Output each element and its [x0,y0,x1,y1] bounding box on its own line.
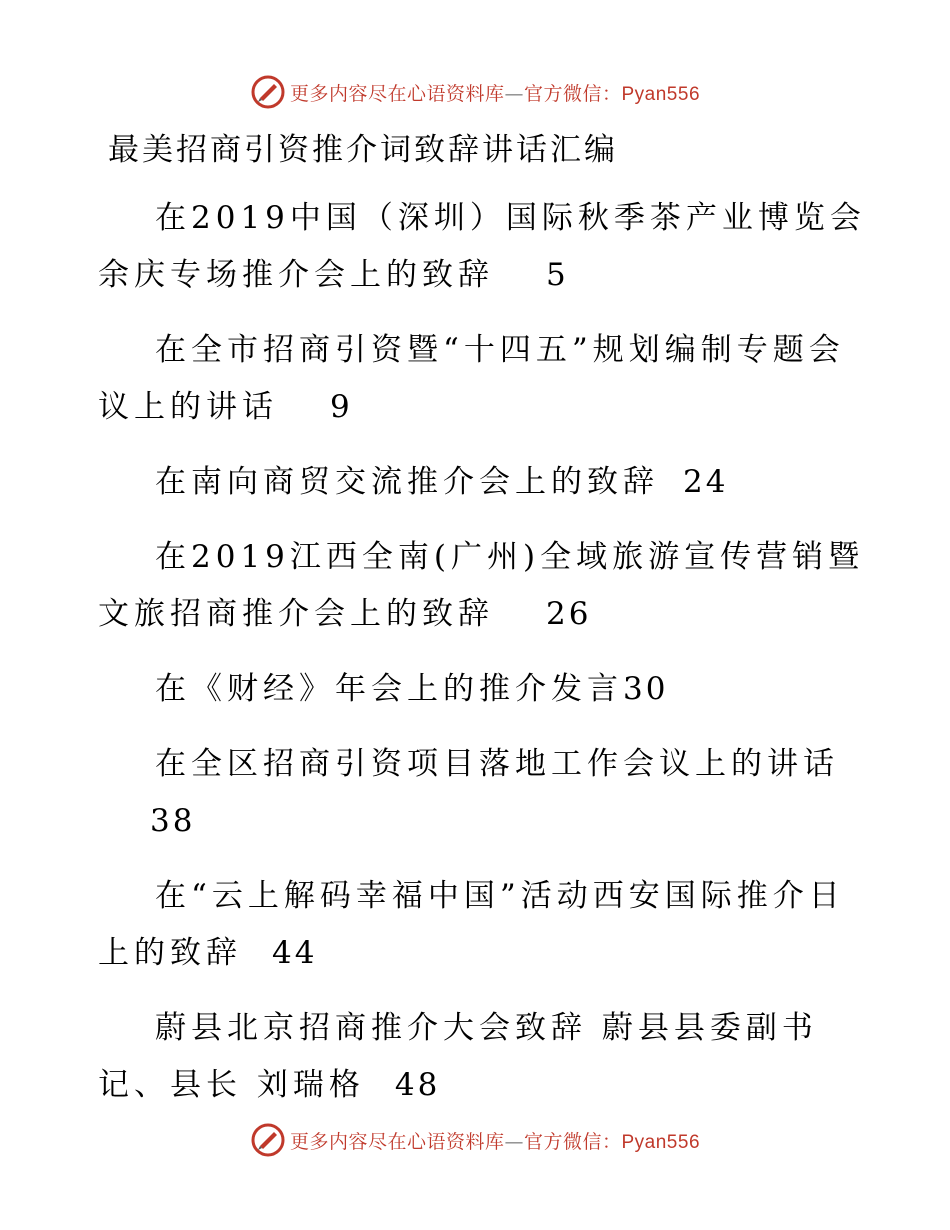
header-banner [0,70,950,114]
toc-entry-title: 在《财经》年会上的推介发言 [155,671,623,707]
toc-entry[interactable] [98,868,868,982]
toc-entry-title: 在“云上解码幸福中国”活动西安国际推介日上的致辞 [98,878,845,971]
toc-entry[interactable] [98,454,868,511]
banner-text: 更多内容尽在心语资料库—官方微信：Pyan556 [289,1130,701,1153]
toc-entry[interactable] [98,322,868,436]
toc-entry-title: 在全区招商引资项目落地工作会议上的讲话 [155,746,839,782]
toc-entry-title: 在全市招商引资暨“十四五”规划编制专题会议上的讲话 [98,332,845,425]
toc-entry-title: 在2019江西全南(广州)全域旅游宣传营销暨文旅招商推介会上的致辞 [98,539,865,632]
logo-icon [250,74,286,110]
toc-entry-page: 38 [150,803,196,839]
toc-entry-page: 30 [623,671,669,707]
toc-entry-title: 在南向商贸交流推介会上的致辞 [155,464,659,500]
toc-entry-page: 9 [330,389,353,425]
toc-entry-page: 44 [272,935,318,971]
toc-entry[interactable] [98,529,868,643]
toc-entry-title: 蔚县北京招商推介大会致辞 蔚县县委副书记、县长 刘瑞格 [98,1010,818,1103]
toc-entry[interactable] [98,1000,868,1114]
toc-entry-page: 24 [683,464,729,500]
table-of-contents [98,190,868,1132]
toc-entry-page: 26 [546,596,592,632]
toc-entry[interactable] [98,661,868,718]
footer-banner [0,1118,950,1162]
toc-entry[interactable] [98,736,868,850]
logo-icon [250,1122,286,1158]
toc-entry-page: 5 [546,257,569,293]
toc-entry-page: 48 [394,1067,441,1103]
toc-entry-title: 在2019中国（深圳）国际秋季茶产业博览会余庆专场推介会上的致辞 [98,200,866,293]
document-title: 最美招商引资推介词致辞讲话汇编 [108,132,618,168]
banner-text: 更多内容尽在心语资料库—官方微信：Pyan556 [289,82,701,105]
toc-entry[interactable] [98,190,868,304]
